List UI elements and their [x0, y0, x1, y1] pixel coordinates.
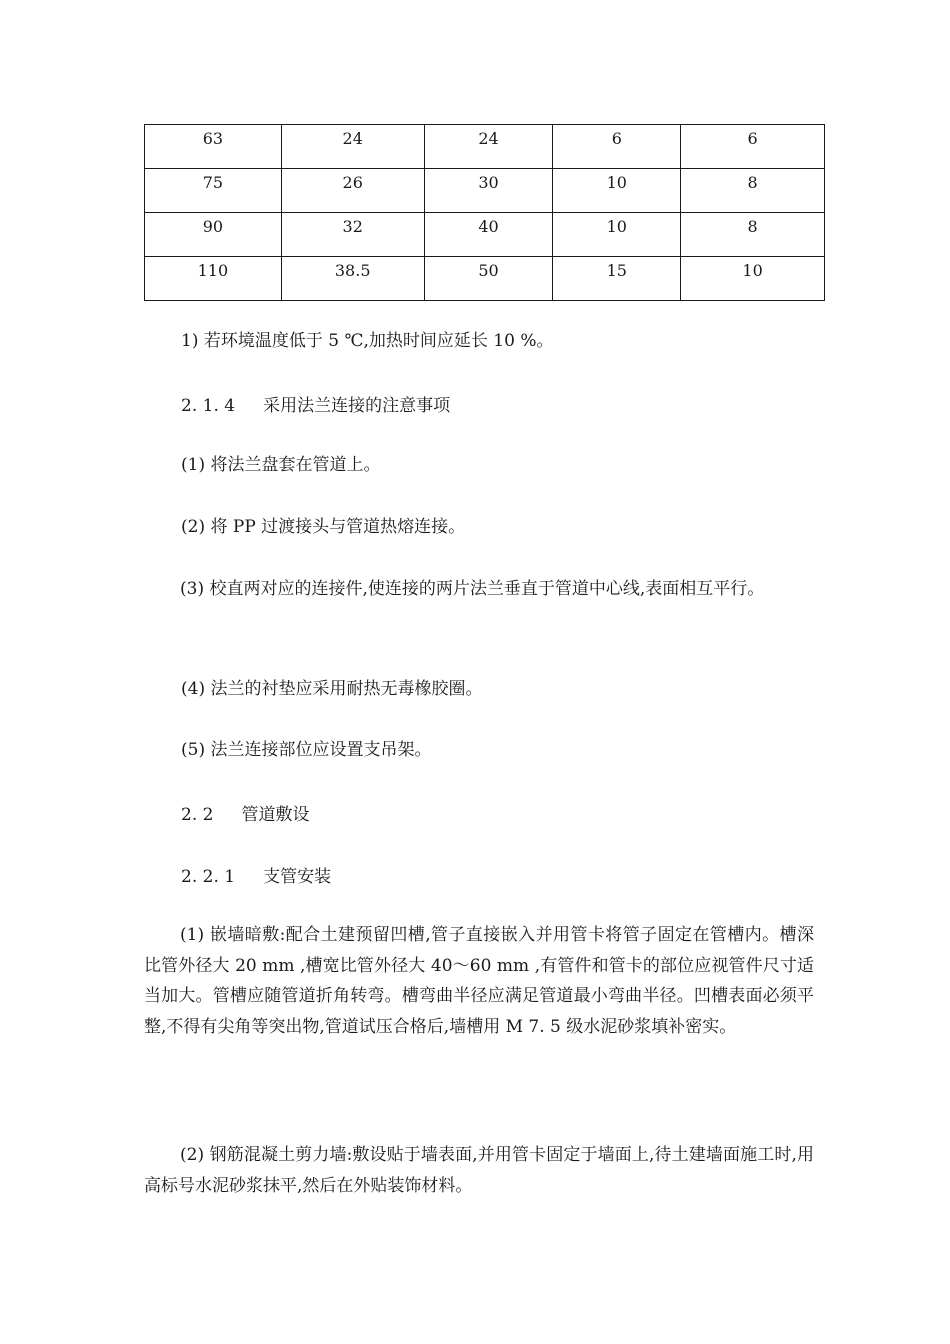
table-cell: 10 [553, 169, 681, 213]
table-cell: 6 [681, 125, 825, 169]
section-title: 采用法兰连接的注意事项 [263, 396, 451, 416]
list-item: (5) 法兰连接部位应设置支吊架。 [181, 740, 432, 760]
table-cell: 10 [681, 257, 825, 301]
table-cell: 90 [145, 213, 282, 257]
table-row [145, 257, 825, 301]
section-heading-2-2-1 [181, 862, 331, 887]
table-cell: 38.5 [281, 257, 424, 301]
table-cell: 8 [681, 213, 825, 257]
table-cell: 50 [424, 257, 553, 301]
section-heading-2-1-4 [181, 391, 450, 416]
table-note: 1) 若环境温度低于 5 ℃,加热时间应延长 10 %。 [181, 331, 554, 351]
table-cell: 30 [424, 169, 553, 213]
table-cell: 10 [553, 213, 681, 257]
table-cell: 24 [281, 125, 424, 169]
table-cell: 8 [681, 169, 825, 213]
table-row [145, 213, 825, 257]
section-number: 2. 2 [181, 805, 214, 825]
list-item-text: (3) 校直两对应的连接件,使连接的两片法兰垂直于管道中心线,表面相互平行。 [180, 579, 765, 599]
table-cell: 6 [553, 125, 681, 169]
list-item-text: (1) 嵌墙暗敷:配合土建预留凹槽,管子直接嵌入并用管卡将管子固定在管槽内。槽深比管外径大 20 mm ,槽宽比管外径大 40～60 mm ,有管件和管卡的部位应视管件尺寸适当加大。管槽应随管道折角转弯。槽弯曲半径应满足管道最小弯曲半径。凹槽表面必须平整,不得有尖角等突出物,管道试压合格后,墙槽用 M 7. 5 级水泥砂浆填补密实。 [144, 925, 814, 1037]
table-cell: 75 [145, 169, 282, 213]
list-item: (4) 法兰的衬垫应采用耐热无毒橡胶圈。 [181, 679, 483, 699]
section-title: 管道敷设 [241, 805, 310, 825]
table-row [145, 169, 825, 213]
list-item [144, 1140, 814, 1201]
section-heading-2-2 [181, 800, 309, 825]
table-cell: 26 [281, 169, 424, 213]
dimension-table [144, 124, 825, 301]
table-cell: 32 [281, 213, 424, 257]
list-item: (2) 将 PP 过渡接头与管道热熔连接。 [181, 517, 466, 537]
section-number: 2. 2. 1 [181, 867, 236, 887]
list-item [144, 574, 814, 605]
list-item: (1) 将法兰盘套在管道上。 [181, 455, 381, 475]
table-cell: 40 [424, 213, 553, 257]
table-cell: 24 [424, 125, 553, 169]
section-number: 2. 1. 4 [181, 396, 236, 416]
table-cell: 110 [145, 257, 282, 301]
list-item [144, 920, 814, 1042]
list-item-text: (2) 钢筋混凝土剪力墙:敷设贴于墙表面,并用管卡固定于墙面上,待土建墙面施工时,用高标号水泥砂浆抹平,然后在外贴装饰材料。 [144, 1145, 814, 1196]
table-cell: 63 [145, 125, 282, 169]
section-title: 支管安装 [263, 867, 332, 887]
table-row [145, 125, 825, 169]
table-cell: 15 [553, 257, 681, 301]
